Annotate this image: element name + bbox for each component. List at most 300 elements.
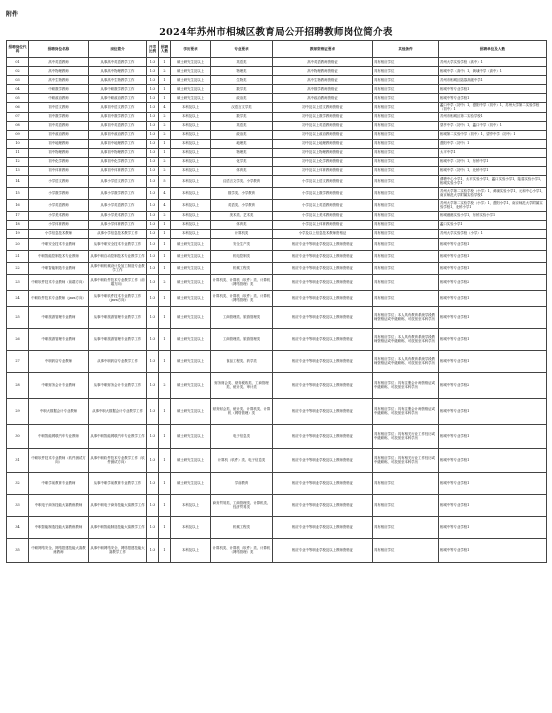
cell-other: 具有相应学位: [373, 211, 439, 220]
cell-desc: 从事初中体育教学工作: [89, 166, 147, 175]
cell-cert: 初中及以上化学教师资格证: [273, 157, 373, 166]
cell-name: 小学体育教师: [29, 220, 89, 229]
cell-count: 1: [159, 94, 171, 103]
cell-desc: 从事中职软件技术专业教学工作（软件测试方向）: [89, 448, 147, 472]
cell-other: 具有相应学位: [373, 274, 439, 290]
cell-count: 4: [159, 103, 171, 113]
cell-other: 具有相应学位: [373, 157, 439, 166]
cell-other: 具有相应学位: [373, 250, 439, 262]
cell-code: 17: [7, 211, 29, 220]
cell-ratio: 1:3: [147, 103, 159, 113]
cell-major: 计算机（软件）类、电子信息类: [211, 448, 273, 472]
cell-other: 具有相应学位: [373, 220, 439, 229]
cell-edu: 本科及以上: [171, 166, 211, 175]
positions-table: [6, 40, 547, 563]
table-row: [7, 250, 547, 262]
cell-cert: 初中及以上数学教师资格证: [273, 112, 373, 121]
cell-code: 20: [7, 238, 29, 250]
cell-name: 初中体育教师: [29, 166, 89, 175]
header-count: 招聘人数: [159, 41, 171, 58]
cell-count: 1: [159, 85, 171, 94]
cell-major: 财务财会类、财务税收类、工商管理类、统计类、审计类: [211, 372, 273, 398]
cell-units: 相城中等专业学校1: [439, 350, 547, 372]
cell-other: 具有相应学位: [373, 262, 439, 274]
cell-cert: 小学及以上信息技术教师资格证: [273, 229, 373, 238]
cell-count: 1: [159, 398, 171, 424]
cell-name: 小学语文教师: [29, 175, 89, 187]
cell-count: 5: [159, 175, 171, 187]
cell-edu: 硕士研究生及以上: [171, 448, 211, 472]
cell-count: 1: [159, 328, 171, 350]
cell-code: 30: [7, 424, 29, 448]
cell-code: 03: [7, 76, 29, 85]
cell-units: 相城港港实验小学1，东桥实验小学1: [439, 211, 547, 220]
cell-cert: 相应专业中等职业学校及以上教师资格证: [273, 398, 373, 424]
cell-other: 具有相应学位；具有相关行业工作经历或中级职称，可放宽至本科学历: [373, 448, 439, 472]
cell-cert: 高中物理教师资格证: [273, 67, 373, 76]
cell-ratio: 1:3: [147, 250, 159, 262]
header-desc: 岗位简介: [89, 41, 147, 58]
cell-desc: 从事初中英语教学工作: [89, 121, 147, 130]
header-cert: 教师资格证要求: [273, 41, 373, 58]
cell-desc: 从事中职药店专业教学工作: [89, 350, 147, 372]
cell-cert: 小学及以上美术教师资格证: [273, 211, 373, 220]
cell-ratio: 1:3: [147, 175, 159, 187]
cell-code: 02: [7, 67, 29, 76]
cell-name: 初中语文教师: [29, 103, 89, 113]
cell-ratio: 1:3: [147, 398, 159, 424]
cell-cert: 相应专业中等职业学校及以上教师资格证: [273, 372, 373, 398]
table-row: [7, 306, 547, 328]
cell-count: 1: [159, 250, 171, 262]
cell-major: 英语类、小学教育: [211, 199, 273, 211]
cell-code: 21: [7, 250, 29, 262]
cell-edu: 本科及以上: [171, 103, 211, 113]
cell-count: 1: [159, 516, 171, 538]
cell-cert: 相应专业中等职业学校及以上教师资格证: [273, 350, 373, 372]
cell-edu: 硕士研究生及以上: [171, 472, 211, 494]
cell-units: 相城第二实验中学（初中）1，望亭中学（初中）1: [439, 130, 547, 139]
cell-code: 10: [7, 139, 29, 148]
cell-ratio: 1:3: [147, 211, 159, 220]
table-row: [7, 187, 547, 199]
cell-code: 35: [7, 538, 29, 562]
cell-ratio: 1:3: [147, 58, 159, 67]
table-row: [7, 220, 547, 229]
cell-major: 汉语言文学类、小学教育: [211, 175, 273, 187]
cell-code: 26: [7, 328, 29, 350]
cell-other: 具有相应学位: [373, 67, 439, 76]
table-row: [7, 424, 547, 448]
cell-major: 机电控制类: [211, 250, 273, 262]
cell-units: 太平中学1: [439, 148, 547, 157]
cell-count: 1: [159, 139, 171, 148]
cell-count: 2: [159, 130, 171, 139]
table-row: [7, 290, 547, 306]
cell-cert: 高中英语教师资格证: [273, 58, 373, 67]
cell-edu: 本科及以上: [171, 187, 211, 199]
cell-other: 具有相应学位: [373, 494, 439, 516]
cell-major: 英语类: [211, 121, 273, 130]
cell-desc: 从事中职安全技术专业教学工作: [89, 238, 147, 250]
cell-code: 12: [7, 157, 29, 166]
cell-code: 29: [7, 398, 29, 424]
cell-name: 中职智能制造专业教师: [29, 262, 89, 274]
table-row: [7, 494, 547, 516]
table-row: [7, 67, 547, 76]
header-other: 其他条件: [373, 41, 439, 58]
cell-desc: 从事中职智能制造技能大赛教学工作: [89, 516, 147, 538]
cell-units: 相城中等专业学校1: [439, 538, 547, 562]
cell-units: 相城中等专业学校1: [439, 516, 547, 538]
cell-other: 具有相应学位: [373, 175, 439, 187]
cell-ratio: 1:3: [147, 238, 159, 250]
cell-name: 中职软件技术专业教师（软件测试方向）: [29, 448, 89, 472]
cell-edu: 硕士研究生及以上: [171, 94, 211, 103]
cell-edu: 本科及以上: [171, 139, 211, 148]
cell-count: 1: [159, 494, 171, 516]
cell-cert: 相应专业中等职业学校及以上教师资格证: [273, 424, 373, 448]
cell-major: 汉语言文学类: [211, 103, 273, 113]
cell-desc: 从事中职学前教育专业教学工作: [89, 472, 147, 494]
cell-code: 32: [7, 472, 29, 494]
cell-count: 2: [159, 211, 171, 220]
cell-units: 相城中学（初中）1，北桥中学1: [439, 166, 547, 175]
cell-count: 1: [159, 262, 171, 274]
table-row: [7, 211, 547, 220]
table-row: [7, 166, 547, 175]
cell-edu: 本科及以上: [171, 148, 211, 157]
cell-cert: 相应专业中等职业学校及以上教师资格证: [273, 274, 373, 290]
cell-cert: 小学及以上英语教师资格证: [273, 199, 373, 211]
cell-cert: 高中数学教师资格证: [273, 85, 373, 94]
cell-units: 相城中等专业学校1: [439, 328, 547, 350]
table-row: [7, 229, 547, 238]
cell-edu: 硕士研究生及以上: [171, 238, 211, 250]
cell-cert: 高中生物教师资格证: [273, 76, 373, 85]
cell-desc: 从事中职旅游管理专业教学工作: [89, 306, 147, 328]
cell-other: 具有相应学位: [373, 290, 439, 306]
cell-other: 具有相应学位；具有注册会计师资格证或中级职称，可放宽至本科学历: [373, 398, 439, 424]
cell-edu: 硕士研究生及以上: [171, 350, 211, 372]
cell-code: 18: [7, 220, 29, 229]
cell-units: 相城中等专业学校1: [439, 238, 547, 250]
table-row: [7, 130, 547, 139]
cell-edu: 硕士研究生及以上: [171, 262, 211, 274]
cell-edu: 硕士研究生及以上: [171, 372, 211, 398]
cell-other: 具有相应学位: [373, 112, 439, 121]
cell-major: 物理类: [211, 148, 273, 157]
cell-code: 19: [7, 229, 29, 238]
cell-desc: 从事小学信息技术教学工作: [89, 229, 147, 238]
table-row: [7, 448, 547, 472]
cell-desc: 从事初中物理教学工作: [89, 148, 147, 157]
cell-code: 22: [7, 262, 29, 274]
cell-cert: 初中及以上英语教师资格证: [273, 121, 373, 130]
cell-other: 具有相应学位: [373, 187, 439, 199]
cell-name: 中职药店专业教师: [29, 350, 89, 372]
cell-other: 具有相应学位: [373, 121, 439, 130]
cell-ratio: 1:3: [147, 538, 159, 562]
cell-cert: 相应专业中等职业学校及以上教师资格证: [273, 448, 373, 472]
cell-count: 1: [159, 229, 171, 238]
cell-ratio: 1:3: [147, 76, 159, 85]
cell-major: 机械工程类: [211, 262, 273, 274]
cell-ratio: 1:3: [147, 85, 159, 94]
cell-desc: 从事小学英语教学工作: [89, 199, 147, 211]
cell-edu: 硕士研究生及以上: [171, 306, 211, 328]
cell-name: 中职电子商务技能大赛教练教师: [29, 494, 89, 516]
cell-count: 2: [159, 372, 171, 398]
cell-edu: 本科及以上: [171, 211, 211, 220]
cell-count: 4: [159, 187, 171, 199]
cell-major: 计算机类、计算机（软件）类、计算机（网络管理）类: [211, 290, 273, 306]
table-row: [7, 199, 547, 211]
cell-desc: 从事中职大数据会计专业教学工作: [89, 398, 147, 424]
cell-ratio: 1:3: [147, 220, 159, 229]
cell-ratio: 1:3: [147, 139, 159, 148]
cell-major: 体育类: [211, 166, 273, 175]
cell-ratio: 1:3: [147, 424, 159, 448]
cell-count: 1: [159, 238, 171, 250]
cell-other: 具有相应学位；具有相关行业工作经历或中级职称，可放宽至本科学历: [373, 424, 439, 448]
cell-code: 23: [7, 274, 29, 290]
cell-cert: 初中及以上体育教师资格证: [273, 166, 373, 175]
cell-desc: 从事初中政治教学工作: [89, 130, 147, 139]
cell-major: 计算机类、计算机（软件）类、计算机（网络管理）类: [211, 274, 273, 290]
cell-count: 1: [159, 148, 171, 157]
cell-ratio: 1:3: [147, 121, 159, 130]
cell-count: 2: [159, 274, 171, 290]
cell-units: 相城中等专业学校1: [439, 424, 547, 448]
cell-ratio: 1:3: [147, 112, 159, 121]
cell-name: 中职旅游管理专业教师: [29, 306, 89, 328]
cell-code: 11: [7, 148, 29, 157]
cell-units: 相城中等专业学校1: [439, 494, 547, 516]
cell-units: 相城中等专业学校1: [439, 448, 547, 472]
cell-ratio: 1:3: [147, 274, 159, 290]
cell-name: 初中化学教师: [29, 157, 89, 166]
cell-name: 中职软件技术专业教师（java方向）: [29, 290, 89, 306]
cell-other: 具有相应学位；本人具有教育系统学段教师资格证或中级职称，可放宽至本科学历: [373, 306, 439, 328]
cell-cert: 相应专业中等职业学校及以上教师资格证: [273, 290, 373, 306]
cell-edu: 硕士研究生及以上: [171, 398, 211, 424]
cell-cert: 小学及以上数学教师资格证: [273, 187, 373, 199]
cell-desc: 从事中职自动控制技术专业教学工作: [89, 250, 147, 262]
cell-other: 具有相应学位: [373, 238, 439, 250]
cell-name: 中职学前教育专业教师: [29, 472, 89, 494]
cell-major: 学前教育: [211, 472, 273, 494]
cell-desc: 从事中职数学教学工作: [89, 85, 147, 94]
header-code: 招聘岗位代码: [7, 41, 29, 58]
cell-count: 2: [159, 166, 171, 175]
header-units: 招聘单位及人数: [439, 41, 547, 58]
cell-other: 具有相应学位；本人具有教育系统学段教师资格证或中级职称，可放宽至本科学历: [373, 350, 439, 372]
cell-major: 政治类: [211, 130, 273, 139]
cell-cert: 高中政治教师资格证: [273, 94, 373, 103]
cell-desc: 从事小学数学教学工作: [89, 187, 147, 199]
cell-units: 相城中等专业学校1: [439, 94, 547, 103]
cell-ratio: 1:3: [147, 350, 159, 372]
cell-cert: 初中及以上语文教师资格证: [273, 103, 373, 113]
table-body: [7, 58, 547, 563]
cell-desc: 从事中职软件技术专业教学工作（java方向）: [89, 290, 147, 306]
cell-edu: 硕士研究生及以上: [171, 76, 211, 85]
table-row: [7, 76, 547, 85]
cell-code: 01: [7, 58, 29, 67]
table-row: [7, 274, 547, 290]
cell-edu: 硕士研究生及以上: [171, 424, 211, 448]
cell-name: 高中英语教师: [29, 58, 89, 67]
cell-other: 具有相应学位: [373, 148, 439, 157]
cell-desc: 从事中职旅游管理专业教学工作: [89, 328, 147, 350]
table-row: [7, 175, 547, 187]
cell-edu: 硕士研究生及以上: [171, 85, 211, 94]
cell-edu: 本科及以上: [171, 538, 211, 562]
cell-other: 具有相应学位；本人具有教育系统学段教师资格证或中级职称，可放宽至本科学历: [373, 328, 439, 350]
cell-edu: 硕士研究生及以上: [171, 328, 211, 350]
cell-count: 2: [159, 112, 171, 121]
cell-name: 中职安全技术专业教师: [29, 238, 89, 250]
cell-name: 初中地理教师: [29, 139, 89, 148]
cell-units: 苏州市相城区第二实验学校1: [439, 112, 547, 121]
cell-code: 08: [7, 121, 29, 130]
table-row: [7, 328, 547, 350]
cell-desc: 从事初中化学教学工作: [89, 157, 147, 166]
cell-code: 06: [7, 103, 29, 113]
cell-count: 1: [159, 538, 171, 562]
cell-code: 31: [7, 448, 29, 472]
cell-cert: 相应专业中等职业学校及以上教师资格证: [273, 262, 373, 274]
cell-code: 24: [7, 290, 29, 306]
cell-count: 1: [159, 76, 171, 85]
cell-cert: 相应专业中等职业学校及以上教师资格证: [273, 516, 373, 538]
cell-units: 相城中等专业学校1: [439, 472, 547, 494]
cell-major: 生物类: [211, 76, 273, 85]
cell-code: 07: [7, 112, 29, 121]
cell-name: 小学英语教师: [29, 199, 89, 211]
cell-units: 渭塘中心小学1，太平实验小学1，蠡口实验小学1，陆慕实验小学1，相城实验小学1: [439, 175, 547, 187]
cell-desc: 从事高中英语教学工作: [89, 58, 147, 67]
cell-count: 1: [159, 220, 171, 229]
cell-ratio: 1:3: [147, 372, 159, 398]
cell-edu: 硕士研究生及以上: [171, 58, 211, 67]
header-name: 招聘岗位名称: [29, 41, 89, 58]
cell-name: 初中物理教师: [29, 148, 89, 157]
cell-desc: 从事初中语文教学工作: [89, 103, 147, 113]
cell-ratio: 1:3: [147, 262, 159, 274]
cell-major: 工商管理类、旅游管理类: [211, 306, 273, 328]
cell-other: 具有相应学位: [373, 229, 439, 238]
cell-major: 美术类、艺术类: [211, 211, 273, 220]
cell-edu: 本科及以上: [171, 130, 211, 139]
cell-code: 33: [7, 494, 29, 516]
cell-major: 食品工程类、药学类: [211, 350, 273, 372]
cell-units: 蠡口实验小学1: [439, 220, 547, 229]
table-row: [7, 157, 547, 166]
table-row: [7, 85, 547, 94]
cell-units: 相城中等专业学校2: [439, 274, 547, 290]
cell-edu: 硕士研究生及以上: [171, 274, 211, 290]
cell-cert: 小学及以上语文教师资格证: [273, 175, 373, 187]
cell-name: 中职智能控制技术专业教师: [29, 250, 89, 262]
cell-major: 物理类: [211, 67, 273, 76]
cell-count: 1: [159, 472, 171, 494]
cell-units: 相城中等专业学校1: [439, 306, 547, 328]
cell-name: 小学数学教师: [29, 187, 89, 199]
cell-major: 化学类: [211, 157, 273, 166]
cell-units: 蠡口中学（初中）1，澄阳中学（初中）1，苏州大学第二实验学校（初中）1: [439, 103, 547, 113]
cell-name: 小学信息技术教师: [29, 229, 89, 238]
cell-ratio: 1:3: [147, 187, 159, 199]
cell-code: 16: [7, 199, 29, 211]
cell-major: 数学类、小学教育: [211, 187, 273, 199]
cell-major: 工商管理类、旅游管理类: [211, 328, 273, 350]
cell-major: 英语类: [211, 58, 273, 67]
cell-name: 中职政治教师: [29, 94, 89, 103]
cell-ratio: 1:3: [147, 472, 159, 494]
cell-ratio: 1:3: [147, 148, 159, 157]
cell-major: 数学类: [211, 85, 273, 94]
table-row: [7, 398, 547, 424]
cell-cert: 相应专业中等职业学校及以上教师资格证: [273, 306, 373, 328]
cell-cert: 相应专业中等职业学校及以上教师资格证: [273, 538, 373, 562]
cell-other: 具有相应学位: [373, 538, 439, 562]
cell-major: 政治类: [211, 94, 273, 103]
cell-units: 相城中等专业学校1: [439, 85, 547, 94]
cell-major: 安全生产类: [211, 238, 273, 250]
cell-name: 中职数学教师: [29, 85, 89, 94]
cell-major: 计算机类: [211, 229, 273, 238]
cell-major: 商务贸易类、工商管理类、计算机类、经济贸易类: [211, 494, 273, 516]
cell-other: 具有相应学位: [373, 76, 439, 85]
cell-count: 4: [159, 199, 171, 211]
cell-ratio: 1:3: [147, 130, 159, 139]
cell-edu: 本科及以上: [171, 157, 211, 166]
cell-edu: 本科及以上: [171, 112, 211, 121]
cell-desc: 从事中职软件技术专业教学工作（前端方向）: [89, 274, 147, 290]
cell-name: 中职智能网联汽车专业教师: [29, 424, 89, 448]
cell-code: 13: [7, 166, 29, 175]
cell-other: 具有相应学位: [373, 199, 439, 211]
cell-desc: 从事高中生物教学工作: [89, 76, 147, 85]
cell-ratio: 1:3: [147, 199, 159, 211]
cell-code: 34: [7, 516, 29, 538]
cell-units: 苏州大学第二实验学校（小学）1，黄埭实验小学1，元和中心小学1，南京师范大学附属实验学校1: [440, 188, 545, 197]
cell-other: 具有相应学位: [373, 516, 439, 538]
cell-count: 1: [159, 424, 171, 448]
cell-desc: 从事中职智能网联汽车专业教学工作: [89, 424, 147, 448]
cell-other: 具有相应学位；具有注册会计师资格证或中级职称，可放宽至本科学历: [373, 372, 439, 398]
table-row: [7, 472, 547, 494]
table-row: [7, 112, 547, 121]
cell-cert: 小学及以上体育教师资格证: [273, 220, 373, 229]
cell-units: 相城中学（高中）1，黄埭中学（高中）1: [439, 67, 547, 76]
cell-units: 苏州大学第二实验学校（小学）1，澄阳小学1，南京师范大学附属实验学校1，北桥小学1: [439, 199, 547, 211]
cell-major: 体育类: [211, 220, 273, 229]
cell-cert: 相应专业中等职业学校及以上教师资格证: [273, 250, 373, 262]
cell-desc: 从事初中数学教学工作: [89, 112, 147, 121]
cell-edu: 硕士研究生及以上: [171, 67, 211, 76]
cell-other: 具有相应学位: [373, 103, 439, 113]
cell-name: 高中生物教师: [29, 76, 89, 85]
cell-ratio: 1:3: [147, 494, 159, 516]
cell-name: 中职大数据会计专业教师: [29, 398, 89, 424]
cell-count: 2: [159, 67, 171, 76]
cell-name: 中职软件技术专业教师（前端方向）: [29, 274, 89, 290]
cell-code: 27: [7, 350, 29, 372]
cell-edu: 硕士研究生及以上: [171, 250, 211, 262]
